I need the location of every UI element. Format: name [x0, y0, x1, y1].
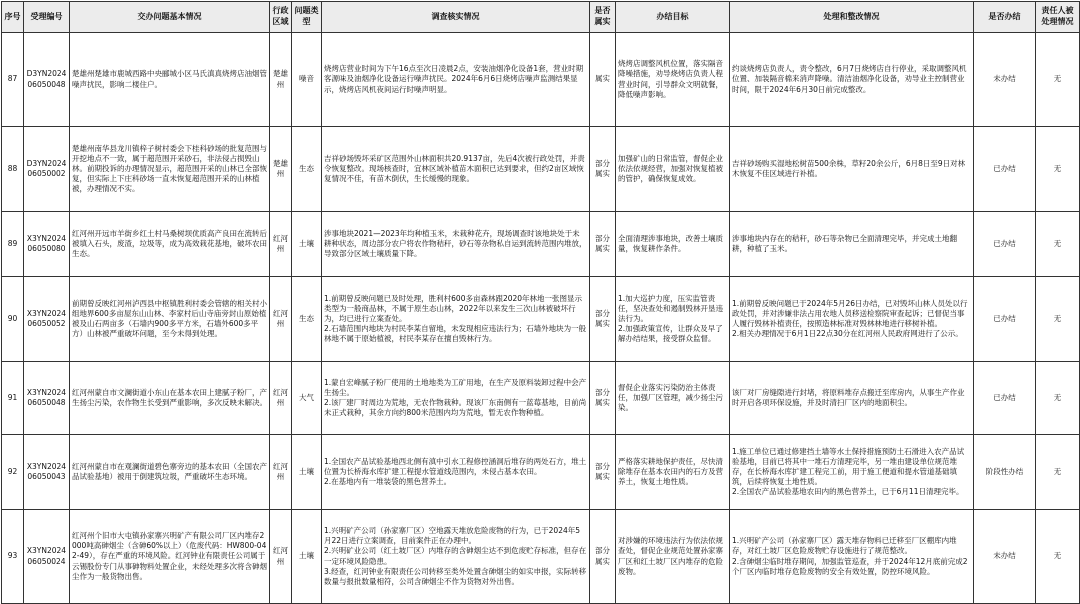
row-problem: 红河州个旧市大屯镇孙家寨兴明矿产有限公司厂区内堆存2000吨高砷烟尘（含砷60%以上）（危废代码：HW800-042-49），存在严重的环境风险。红河钟业有限责任公司属于云锡股份专门从事砷物料处置企业，未经处理多次将含砷烟尘作为一般货物出售。: [70, 510, 270, 604]
row-type: 土壤: [292, 212, 322, 277]
table-row: [2, 362, 1080, 435]
header-type: 问题类型: [292, 2, 322, 33]
row-handling: 约谈烧烤店负责人，责令整改，6月7日烧烤店自行停业，采取调整风机位置、加装隔音棉来消声降噪。清洁油烟净化设备，劝导业主控制营业时间，限于2024年6月30日前完成整改。: [730, 33, 974, 127]
header-id: 受理编号: [24, 2, 70, 33]
row-problem: 楚雄州南华县龙川镇梓子树村委会下桂科砂场的批复范围与开挖地点不一致，属于超范围开采砂石，非法侵占损毁山林。前期投诉的办理情况显示，超范围开采的山林已全部恢复，但实际上下庄科砂场一直未恢复超范围开采的山林植被，办理情况不实。: [70, 127, 270, 212]
row-type: 生态: [292, 127, 322, 212]
row-closed: 未办结: [974, 510, 1036, 604]
row-handling: 1.前期曾反映问题已于2024年5月26日办结，已对毁坏山林人员处以行政处罚，并对涉嫌非法占用农地人员移送检察院审查起诉；已督促当事人履行毁林补植责任，按照造林标准对毁林林地进行移树补植。 2.相关办理情况于6月1日22点30分在红河州人民政府网进行了公示。: [730, 277, 974, 362]
row-investigation: 1.前期曾反映问题已及时处理，胜利村600多亩森林跟2020年林地一张图显示类型为一般商品林，不属于原生态山林，2022年以来发生三次山林被破坏行为，均已进行立案查处。 2.石墙范围内地块为村民李某自留地，未发现相应违法行为；石墙外地块为一般林地不属于原始植被，村民李某存在擅自毁林行为。: [322, 277, 590, 362]
row-id: X3YN2024 06050052: [24, 277, 70, 362]
complaint-table: [1, 1, 1080, 604]
row-goal: 全面清理涉事地块，改善土壤质量，恢复耕作条件。: [616, 212, 730, 277]
row-closed: 已办结: [974, 362, 1036, 435]
row-no: 89: [2, 212, 24, 277]
row-no: 90: [2, 277, 24, 362]
row-id: X3YN2024 06050048: [24, 362, 70, 435]
row-goal: 1.加大巡护力度，压实监管责任，坚决查处和遏制毁林开垦违法行为。 2.加强政策宣传，让群众及早了解办结结果，接受群众监督。: [616, 277, 730, 362]
row-investigation: 1.蒙自宏峰腻子粉厂使用的土地地类为工矿用地，在生产及原料装卸过程中会产生扬尘。 2.该厂建厂时周边为荒地，无农作物栽种。现该厂东南侧有一蓝莓基地，目前尚未正式栽种，其余方向约800米范围内均为荒地，暂无农作物种植。: [322, 362, 590, 435]
row-verified: 部分属实: [590, 277, 616, 362]
row-id: D3YN2024 06050048: [24, 33, 70, 127]
row-verified: 部分属实: [590, 212, 616, 277]
header-no: 序号: [2, 2, 24, 33]
row-handling: 1.施工单位已通过修建挡土墙等水土保持措施预防土石滑进入农产品试验基地，目前已将其中一堆石方清理完毕，另一堆由建设单位规范堆存，在长桥海水库扩建工程完工前，用于施工便道和提水管道基础填筑，后续将恢复土地性质。 2.全国农产品试验基地农田内的黑色营养土，已于6月11日清理完毕。: [730, 435, 974, 510]
row-closed: 已办结: [974, 212, 1036, 277]
row-accountability: 无: [1036, 33, 1080, 127]
row-problem: 楚雄州楚雄市鹿城西路中央郦城小区马氏滇真烧烤店油烟管噪声扰民，影响二楼住户。: [70, 33, 270, 127]
row-no: 91: [2, 362, 24, 435]
row-accountability: 无: [1036, 212, 1080, 277]
row-region: 楚雄州: [270, 127, 292, 212]
row-investigation: 1.全国农产品试验基地西北侧有滇中引水工程修控涵洞后堆存的两处石方，堆土位置为长桥海水库扩建工程提水管道线范围内，未侵占基本农田。 2.在基地内有一堆装袋的黑色营养土。: [322, 435, 590, 510]
row-accountability: 无: [1036, 510, 1080, 604]
table-row: [2, 33, 1080, 127]
table-row: [2, 212, 1080, 277]
row-verified: 部分属实: [590, 362, 616, 435]
row-investigation: 涉事地块2021—2023年均种植玉米，未栽种花卉，现场调查时该地块处于未耕种状态，周边部分农户将农作物秸秆，砂石等杂物私自运到流转范围内堆放，导致部分区域土壤质量下降。: [322, 212, 590, 277]
row-problem: 红河州开远市羊街乡红土村马桑树坝优质高产良田在流转后被填入石头，废渣，垃圾等，成为高效栽花基地，破坏农田生态。: [70, 212, 270, 277]
header-goal: 办结目标: [616, 2, 730, 33]
header-problem: 交办问题基本情况: [70, 2, 270, 33]
row-type: 土壤: [292, 510, 322, 604]
row-handling: 该厂对厂房缝隙进行封堵，将原料堆存点搬迁至库房内，从事生产作业时开启各项环保设施，并及时清扫厂区内的地面积尘。: [730, 362, 974, 435]
row-handling: 吉祥砂场购买湿地松树苗500余株，草籽20余公斤，6月8日至9日对林木恢复不佳区域进行补植。: [730, 127, 974, 212]
table-row: [2, 277, 1080, 362]
row-id: D3YN2024 06050002: [24, 127, 70, 212]
row-verified: 部分属实: [590, 435, 616, 510]
header-verified: 是否属实: [590, 2, 616, 33]
row-region: 红河州: [270, 277, 292, 362]
row-goal: 严格落实耕地保护责任，尽快清除堆存在基本农田内的石方及营养土，恢复土地性质。: [616, 435, 730, 510]
row-investigation: 烧烤店营业时间为下午16点至次日凌晨2点，安装油烟净化设备1套，营业时期客源味及油烟净化设备运行噪声扰民。2024年6月6日烧烤店噪声监测结果显示，烧烤店风机夜间运行时噪声明显。: [322, 33, 590, 127]
header-handling: 处理和整改情况: [730, 2, 974, 33]
row-goal: 加强矿山的日常监管，督促企业依法依规经营，加强对恢复植被的管护，确保恢复成效。: [616, 127, 730, 212]
row-region: 楚雄州: [270, 33, 292, 127]
row-problem: 前期曾反映红河州泸西县中枢镇胜利村委会管辖的相关村小组地界600多亩屋东山山林、李家村后山寺庙旁封山原始植被及山石两亩多（石墙内900多平方米，石墙外600多平方）山林被严重破坏问题，至今未得到处理。: [70, 277, 270, 362]
row-verified: 属实: [590, 33, 616, 127]
row-problem: 红河州蒙自市文澜街道小东山在基本农田上建腻子粉厂，产生扬尘污染，农作物生长受到严重影响，多次反映未解决。: [70, 362, 270, 435]
row-handling: 涉事地块内存在的秸秆，砂石等杂物已全面清理完毕，并完成土地翻耕，种植了玉米。: [730, 212, 974, 277]
row-accountability: 无: [1036, 127, 1080, 212]
row-region: 红河州: [270, 362, 292, 435]
row-closed: 已办结: [974, 127, 1036, 212]
row-region: 红河州: [270, 212, 292, 277]
table-row: [2, 435, 1080, 510]
row-type: 土壤: [292, 435, 322, 510]
row-id: X3YN2024 06050024: [24, 510, 70, 604]
row-accountability: 无: [1036, 362, 1080, 435]
row-closed: 已办结: [974, 277, 1036, 362]
row-no: 88: [2, 127, 24, 212]
row-accountability: 无: [1036, 435, 1080, 510]
row-id: X3YN2024 06050080: [24, 212, 70, 277]
row-problem: 红河州蒙自市在观澜街道碧色寨旁边的基本农田（全国农产品试验基地）被用于倒建筑垃圾，严重破坏生态环境。: [70, 435, 270, 510]
row-goal: 对涉嫌的环境违法行为依法依规查处，督促企业规范处置孙家寨厂区和红土坡厂区内堆存的危险废物。: [616, 510, 730, 604]
row-no: 93: [2, 510, 24, 604]
row-closed: 阶段性办结: [974, 435, 1036, 510]
row-closed: 未办结: [974, 33, 1036, 127]
row-type: 大气: [292, 362, 322, 435]
header-row: [2, 2, 1080, 33]
row-accountability: 无: [1036, 277, 1080, 362]
row-no: 87: [2, 33, 24, 127]
row-no: 92: [2, 435, 24, 510]
header-investigation: 调查核实情况: [322, 2, 590, 33]
row-verified: 部分属实: [590, 510, 616, 604]
row-handling: 1.兴明矿产公司（孙家寨厂区）露天堆存物料已迁移至厂区棚库内堆存，对红土坡厂区危险废物贮存设施进行了规范整改。 2.含砷烟尘临时堆存期间，加强监管巡查，并于2024年12月底前完成2个厂区内临时堆存危险废物的安全有效处置，防控环境风险。: [730, 510, 974, 604]
row-type: 噪音: [292, 33, 322, 127]
header-accountability: 责任人被处理情况: [1036, 2, 1080, 33]
row-id: X3YN2024 06050043: [24, 435, 70, 510]
row-investigation: 1.兴明矿产公司（孙家寨厂区）空地露天堆放危险废物的行为，已于2024年5月22日进行立案调查，目前案件正在办理中。 2.兴明矿业公司（红土坡厂区）内堆存的含砷烟尘达不到危废贮存标准，但存在一定环境风险隐患。 3.经查，红河钟业有限责任公司转移至类外处置含砷烟尘的如实申报，实际转移数量与报批数量相符，公司含砷烟尘不作为货物对外出售。: [322, 510, 590, 604]
row-type: 生态: [292, 277, 322, 362]
row-goal: 督促企业落实污染防治主体责任，加强厂区管理，减少扬尘污染。: [616, 362, 730, 435]
table-row: [2, 510, 1080, 604]
row-investigation: 吉祥砂场毁坏采矿区范围外山林面积共20.9137亩，先后4次被行政处罚，并责令恢复整改。现场核查时，宜林区域补植苗木面积已达到要求，但约2亩区域恢复情况不佳，有苗木倒伏，生长缓慢的现象。: [322, 127, 590, 212]
row-goal: 烧烤店调整风机位置，落实隔音降噪措施，劝导烧烤店负责人程营业时间，引导群众文明就餐，降低噪声影响。: [616, 33, 730, 127]
row-region: 红河州: [270, 435, 292, 510]
row-verified: 部分属实: [590, 127, 616, 212]
table-row: [2, 127, 1080, 212]
header-closed: 是否办结: [974, 2, 1036, 33]
header-region: 行政区域: [270, 2, 292, 33]
row-region: 红河州: [270, 510, 292, 604]
